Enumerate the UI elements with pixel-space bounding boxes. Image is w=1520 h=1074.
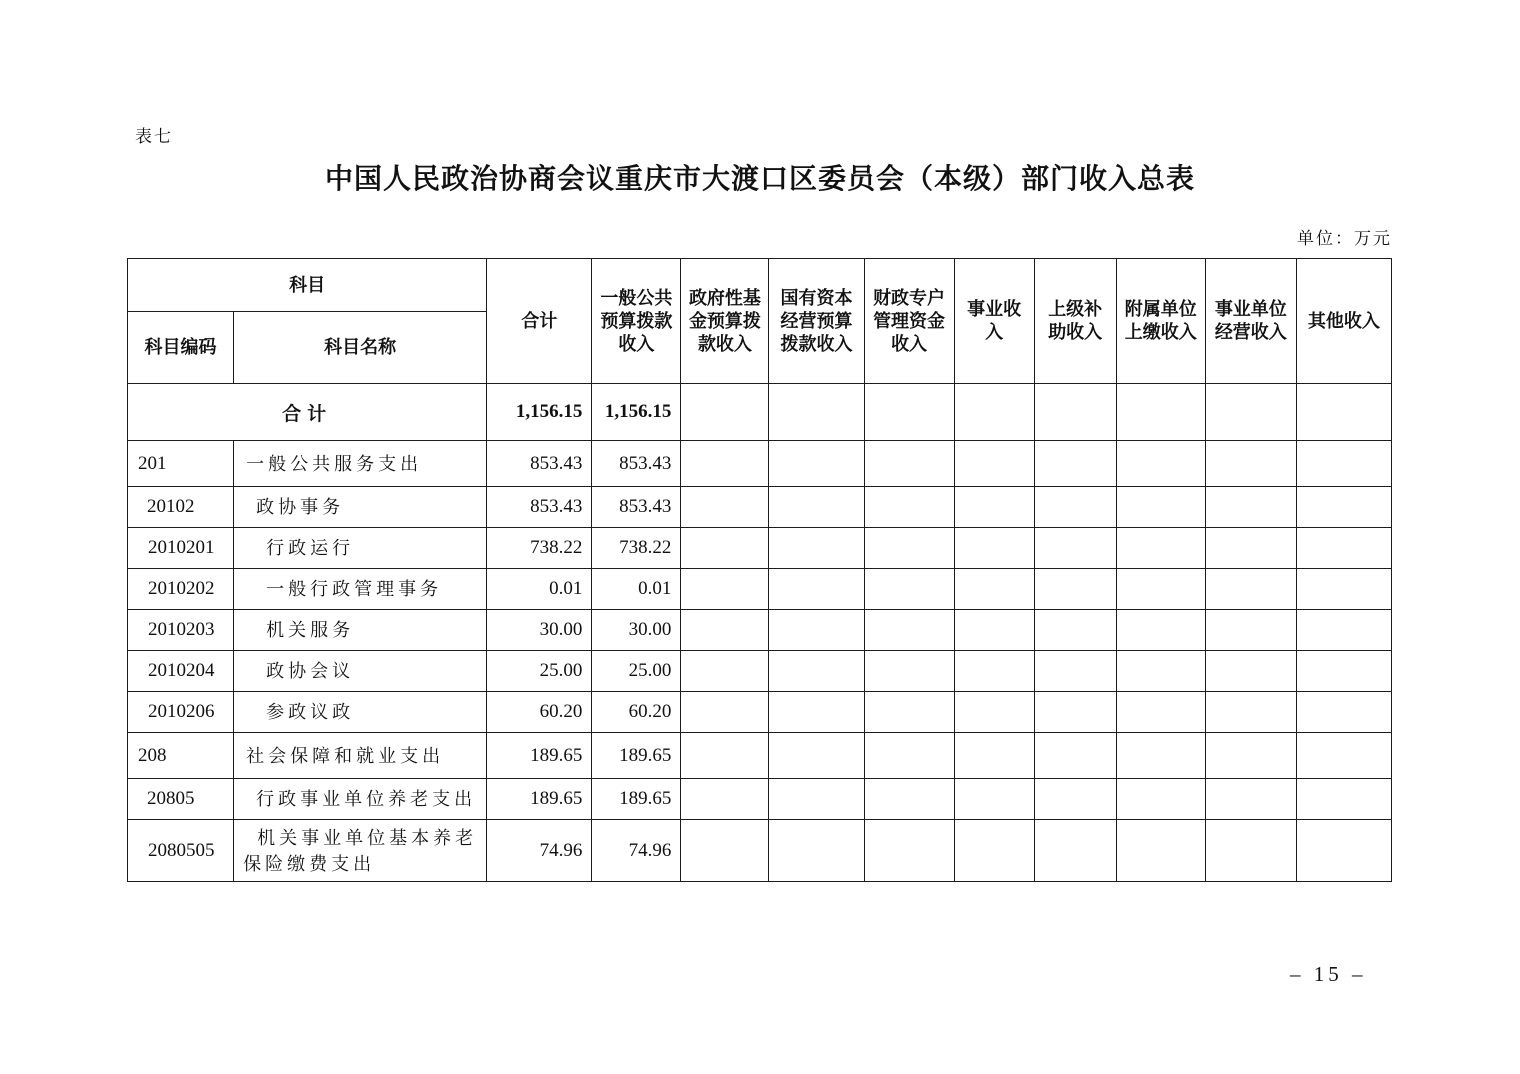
empty-cell — [954, 651, 1034, 692]
empty-cell — [954, 569, 1034, 610]
subject-code: 2010204 — [128, 651, 234, 692]
header-state-capital-budget: 国有资本经营预算拨款收入 — [769, 259, 864, 384]
empty-cell — [681, 487, 769, 528]
empty-cell — [1296, 779, 1391, 820]
header-superior-subsidy: 上级补助收入 — [1034, 259, 1116, 384]
total-value: 738.22 — [487, 528, 592, 569]
table-row — [128, 651, 1392, 692]
empty-cell — [954, 733, 1034, 779]
empty-cell — [954, 610, 1034, 651]
general-budget-value: 738.22 — [592, 528, 681, 569]
income-summary-table — [127, 258, 1392, 882]
empty-cell — [1296, 528, 1391, 569]
empty-cell — [864, 487, 954, 528]
empty-cell — [864, 779, 954, 820]
subject-code: 2080505 — [128, 820, 234, 882]
grand-total-label: 合计 — [128, 384, 487, 441]
general-budget-value: 853.43 — [592, 441, 681, 487]
empty-cell — [769, 651, 864, 692]
empty-cell — [954, 692, 1034, 733]
empty-cell — [1116, 692, 1205, 733]
header-fiscal-account-funds: 财政专户管理资金收入 — [864, 259, 954, 384]
subject-name: 行政事业单位养老支出 — [234, 779, 487, 820]
empty-cell — [954, 779, 1034, 820]
grand-total-row — [128, 384, 1392, 441]
subject-name: 政协事务 — [234, 487, 487, 528]
empty-cell — [1034, 384, 1116, 441]
page-title: 中国人民政治协商会议重庆市大渡口区委员会（本级）部门收入总表 — [324, 164, 1195, 195]
subject-code: 2010203 — [128, 610, 234, 651]
total-value: 189.65 — [487, 779, 592, 820]
header-general-public-budget: 一般公共预算拨款收入 — [592, 259, 681, 384]
empty-cell — [769, 441, 864, 487]
subject-code: 20805 — [128, 779, 234, 820]
general-budget-value: 74.96 — [592, 820, 681, 882]
empty-cell — [769, 692, 864, 733]
subject-code: 2010206 — [128, 692, 234, 733]
table-row — [128, 528, 1392, 569]
empty-cell — [1205, 820, 1296, 882]
header-total: 合计 — [487, 259, 592, 384]
empty-cell — [681, 733, 769, 779]
table-row — [128, 733, 1392, 779]
empty-cell — [681, 569, 769, 610]
empty-cell — [1116, 528, 1205, 569]
general-budget-value: 853.43 — [592, 487, 681, 528]
empty-cell — [1034, 528, 1116, 569]
unit-note: 单位：万元 — [1297, 229, 1392, 248]
empty-cell — [1034, 610, 1116, 651]
subject-name: 机关事业单位基本养老保险缴费支出 — [234, 820, 487, 882]
empty-cell — [1205, 779, 1296, 820]
empty-cell — [1116, 779, 1205, 820]
subject-name: 机关服务 — [234, 610, 487, 651]
subject-code: 208 — [128, 733, 234, 779]
empty-cell — [1034, 487, 1116, 528]
total-value: 60.20 — [487, 692, 592, 733]
empty-cell — [1116, 820, 1205, 882]
grand-total-value: 1,156.15 — [487, 384, 592, 441]
total-value: 853.43 — [487, 441, 592, 487]
empty-cell — [1205, 441, 1296, 487]
empty-cell — [1034, 569, 1116, 610]
table-row — [128, 610, 1392, 651]
subject-code: 2010202 — [128, 569, 234, 610]
total-value: 30.00 — [487, 610, 592, 651]
empty-cell — [681, 779, 769, 820]
subject-name: 一般行政管理事务 — [234, 569, 487, 610]
empty-cell — [1296, 384, 1391, 441]
general-budget-value: 30.00 — [592, 610, 681, 651]
total-value: 25.00 — [487, 651, 592, 692]
empty-cell — [1034, 779, 1116, 820]
empty-cell — [681, 528, 769, 569]
total-value: 74.96 — [487, 820, 592, 882]
table-row — [128, 820, 1392, 882]
empty-cell — [769, 528, 864, 569]
empty-cell — [681, 384, 769, 441]
empty-cell — [681, 610, 769, 651]
subject-code: 20102 — [128, 487, 234, 528]
empty-cell — [1205, 528, 1296, 569]
subject-name: 行政运行 — [234, 528, 487, 569]
empty-cell — [864, 569, 954, 610]
general-budget-value: 25.00 — [592, 651, 681, 692]
empty-cell — [864, 820, 954, 882]
subject-name: 政协会议 — [234, 651, 487, 692]
subject-name: 一般公共服务支出 — [234, 441, 487, 487]
empty-cell — [1116, 733, 1205, 779]
empty-cell — [954, 528, 1034, 569]
empty-cell — [864, 528, 954, 569]
empty-cell — [1205, 487, 1296, 528]
empty-cell — [1116, 441, 1205, 487]
empty-cell — [1205, 733, 1296, 779]
empty-cell — [769, 384, 864, 441]
general-budget-value: 189.65 — [592, 779, 681, 820]
empty-cell — [681, 441, 769, 487]
empty-cell — [769, 610, 864, 651]
subject-code: 2010201 — [128, 528, 234, 569]
empty-cell — [864, 610, 954, 651]
table-row — [128, 441, 1392, 487]
header-institution-operating: 事业单位经营收入 — [1205, 259, 1296, 384]
empty-cell — [864, 441, 954, 487]
empty-cell — [1296, 610, 1391, 651]
empty-cell — [1116, 610, 1205, 651]
grand-total-general-budget-value: 1,156.15 — [592, 384, 681, 441]
empty-cell — [681, 651, 769, 692]
empty-cell — [769, 820, 864, 882]
empty-cell — [1296, 733, 1391, 779]
empty-cell — [1034, 733, 1116, 779]
empty-cell — [681, 820, 769, 882]
empty-cell — [1205, 384, 1296, 441]
total-value: 189.65 — [487, 733, 592, 779]
empty-cell — [1296, 441, 1391, 487]
empty-cell — [1034, 820, 1116, 882]
empty-cell — [1034, 692, 1116, 733]
empty-cell — [954, 487, 1034, 528]
empty-cell — [1034, 651, 1116, 692]
general-budget-value: 0.01 — [592, 569, 681, 610]
empty-cell — [1116, 487, 1205, 528]
empty-cell — [1205, 692, 1296, 733]
header-other-income: 其他收入 — [1296, 259, 1391, 384]
empty-cell — [769, 779, 864, 820]
empty-cell — [1296, 692, 1391, 733]
empty-cell — [1034, 441, 1116, 487]
header-subject-code: 科目编码 — [128, 312, 234, 384]
empty-cell — [769, 569, 864, 610]
empty-cell — [954, 384, 1034, 441]
total-value: 853.43 — [487, 487, 592, 528]
subject-code: 201 — [128, 441, 234, 487]
empty-cell — [864, 384, 954, 441]
empty-cell — [769, 487, 864, 528]
header-subject: 科目 — [128, 259, 487, 312]
empty-cell — [1116, 651, 1205, 692]
subject-name: 社会保障和就业支出 — [234, 733, 487, 779]
empty-cell — [864, 692, 954, 733]
empty-cell — [1116, 384, 1205, 441]
header-subject-name: 科目名称 — [234, 312, 487, 384]
empty-cell — [954, 820, 1034, 882]
header-affiliated-unit-remit: 附属单位上缴收入 — [1116, 259, 1205, 384]
empty-cell — [954, 441, 1034, 487]
empty-cell — [864, 733, 954, 779]
empty-cell — [1296, 820, 1391, 882]
empty-cell — [1296, 569, 1391, 610]
empty-cell — [769, 733, 864, 779]
table-row — [128, 692, 1392, 733]
empty-cell — [1296, 651, 1391, 692]
header-row-1 — [128, 259, 1392, 312]
empty-cell — [1205, 569, 1296, 610]
empty-cell — [1296, 487, 1391, 528]
empty-cell — [681, 692, 769, 733]
table-row — [128, 569, 1392, 610]
empty-cell — [1116, 569, 1205, 610]
empty-cell — [1205, 610, 1296, 651]
subject-name: 参政议政 — [234, 692, 487, 733]
page-number: – 15 – — [1290, 962, 1367, 986]
general-budget-value: 60.20 — [592, 692, 681, 733]
table-number-label: 表七 — [135, 127, 173, 146]
empty-cell — [1205, 651, 1296, 692]
empty-cell — [864, 651, 954, 692]
table-row — [128, 779, 1392, 820]
header-govt-fund-budget: 政府性基金预算拨款收入 — [681, 259, 769, 384]
general-budget-value: 189.65 — [592, 733, 681, 779]
total-value: 0.01 — [487, 569, 592, 610]
header-institution-income: 事业收入 — [954, 259, 1034, 384]
table-row — [128, 487, 1392, 528]
